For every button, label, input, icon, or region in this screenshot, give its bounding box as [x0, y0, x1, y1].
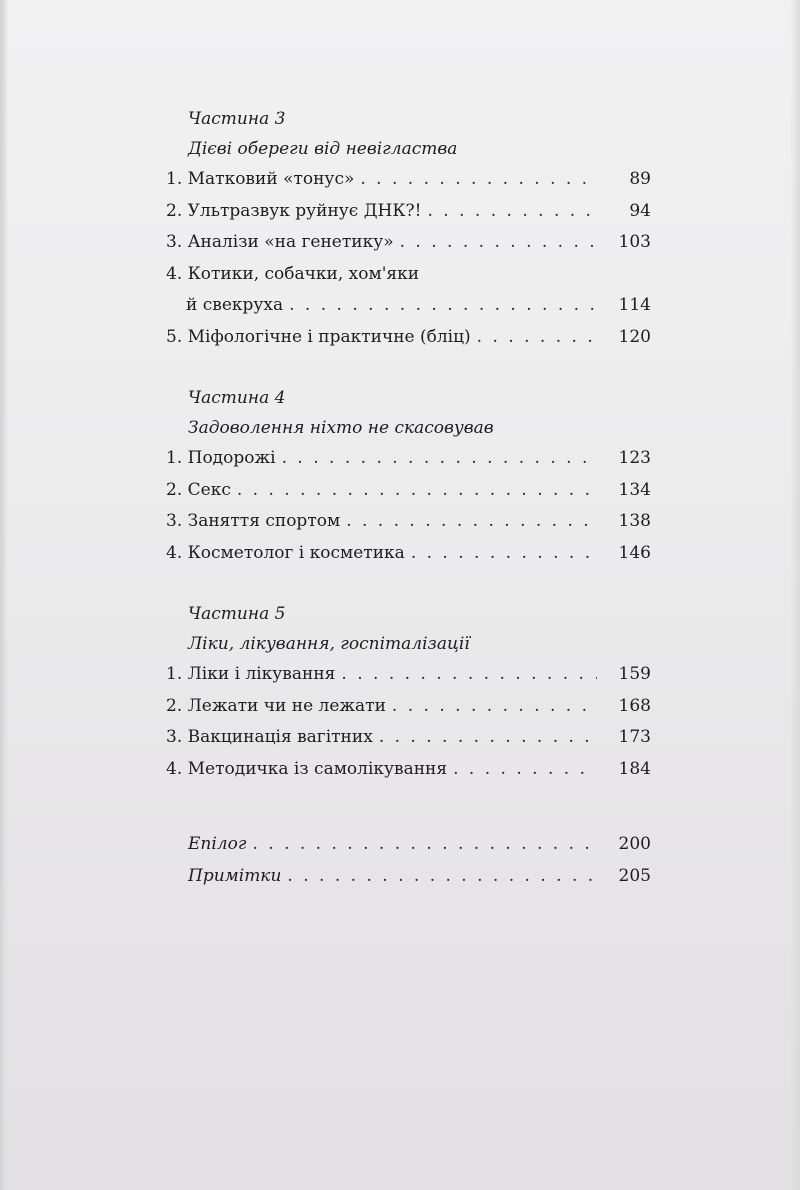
- part-3-section: [166, 104, 651, 353]
- entry-title: 2. Ультразвук руйнує ДНК?!: [166, 200, 422, 221]
- toc-entry[interactable]: [166, 196, 651, 228]
- toc-entry[interactable]: [166, 443, 651, 475]
- entry-title: 2. Лежати чи не лежати: [166, 695, 386, 716]
- entry-page-number: 146: [618, 542, 651, 563]
- part-label: Частина 4: [188, 388, 286, 408]
- toc-entry[interactable]: [166, 475, 651, 507]
- entry-page-number: 159: [618, 664, 651, 684]
- entry-page-number: 89: [629, 169, 651, 189]
- dot-leader: [400, 227, 597, 259]
- toc-entry[interactable]: [166, 506, 651, 538]
- part-title: Ліки, лікування, госпіталізації: [188, 634, 470, 654]
- entry-title: 2. Секс: [166, 479, 231, 500]
- entry-title-line-1: 4. Котики, собачки, хом'яки: [166, 263, 420, 284]
- dot-leader: [392, 691, 597, 723]
- dot-leader: [237, 475, 597, 507]
- toc-entry[interactable]: [166, 227, 651, 259]
- entry-title: 5. Міфологічне і практичне (бліц): [166, 326, 471, 347]
- dot-leader: [427, 196, 597, 228]
- toc-entry[interactable]: [166, 691, 651, 723]
- part-5-section: [166, 599, 651, 785]
- part-label: Частина 5: [188, 604, 286, 624]
- dot-leader: [287, 861, 597, 893]
- part-4-section: [166, 383, 651, 569]
- entry-title: 4. Методичка із самолікування: [166, 758, 448, 779]
- entry-title-line-2: й свекруха: [186, 295, 284, 315]
- toc-entry-epilogue[interactable]: [166, 829, 651, 861]
- entry-title: 1. Матковий «тонус»: [166, 169, 355, 189]
- dot-leader: [411, 538, 597, 570]
- dot-leader: [252, 829, 597, 861]
- toc-entry[interactable]: [166, 538, 651, 570]
- entry-title: 4. Косметолог і косметика: [166, 542, 405, 563]
- entry-page-number: 205: [618, 865, 651, 886]
- entry-page-number: 138: [618, 511, 651, 531]
- dot-leader: [360, 164, 597, 196]
- entry-title-line-2-row: [166, 290, 651, 322]
- dot-leader: [341, 659, 597, 691]
- entry-title: 1. Подорожі: [166, 448, 276, 468]
- toc-entry[interactable]: [166, 722, 651, 754]
- entry-title: Епілог: [188, 834, 247, 854]
- table-of-contents: [166, 104, 651, 892]
- entry-page-number: 114: [618, 295, 651, 315]
- toc-entry[interactable]: [166, 754, 651, 786]
- dot-leader: [346, 506, 597, 538]
- toc-entry[interactable]: [166, 659, 651, 691]
- part-title: Дієві обереги від невігластва: [188, 139, 458, 159]
- entry-title: 1. Ліки і лікування: [166, 664, 336, 684]
- toc-entry[interactable]: [166, 322, 651, 354]
- dot-leader: [282, 443, 597, 475]
- back-matter-section: [166, 829, 651, 892]
- entry-page-number: 173: [618, 727, 651, 747]
- entry-page-number: 103: [618, 232, 651, 252]
- entry-page-number: 168: [618, 695, 651, 716]
- dot-leader: [289, 290, 597, 322]
- dot-leader: [379, 722, 597, 754]
- dot-leader: [453, 754, 597, 786]
- entry-page-number: 200: [618, 834, 651, 854]
- entry-title: 3. Заняття спортом: [166, 511, 341, 531]
- dot-leader: [477, 322, 597, 354]
- part-title: Задоволення ніхто не скасовував: [188, 418, 494, 438]
- entry-page-number: 94: [629, 200, 651, 221]
- entry-page-number: 123: [618, 448, 651, 468]
- entry-page-number: 134: [618, 479, 651, 500]
- entry-title: 3. Аналізи «на генетику»: [166, 232, 394, 252]
- part-label: Частина 3: [188, 109, 286, 129]
- entry-title: Примітки: [188, 865, 282, 886]
- toc-entry[interactable]: [166, 259, 651, 322]
- entry-page-number: 184: [618, 758, 651, 779]
- toc-entry-notes[interactable]: [166, 861, 651, 893]
- entry-page-number: 120: [618, 326, 651, 347]
- entry-title: 3. Вакцинація вагітних: [166, 727, 373, 747]
- toc-entry[interactable]: [166, 164, 651, 196]
